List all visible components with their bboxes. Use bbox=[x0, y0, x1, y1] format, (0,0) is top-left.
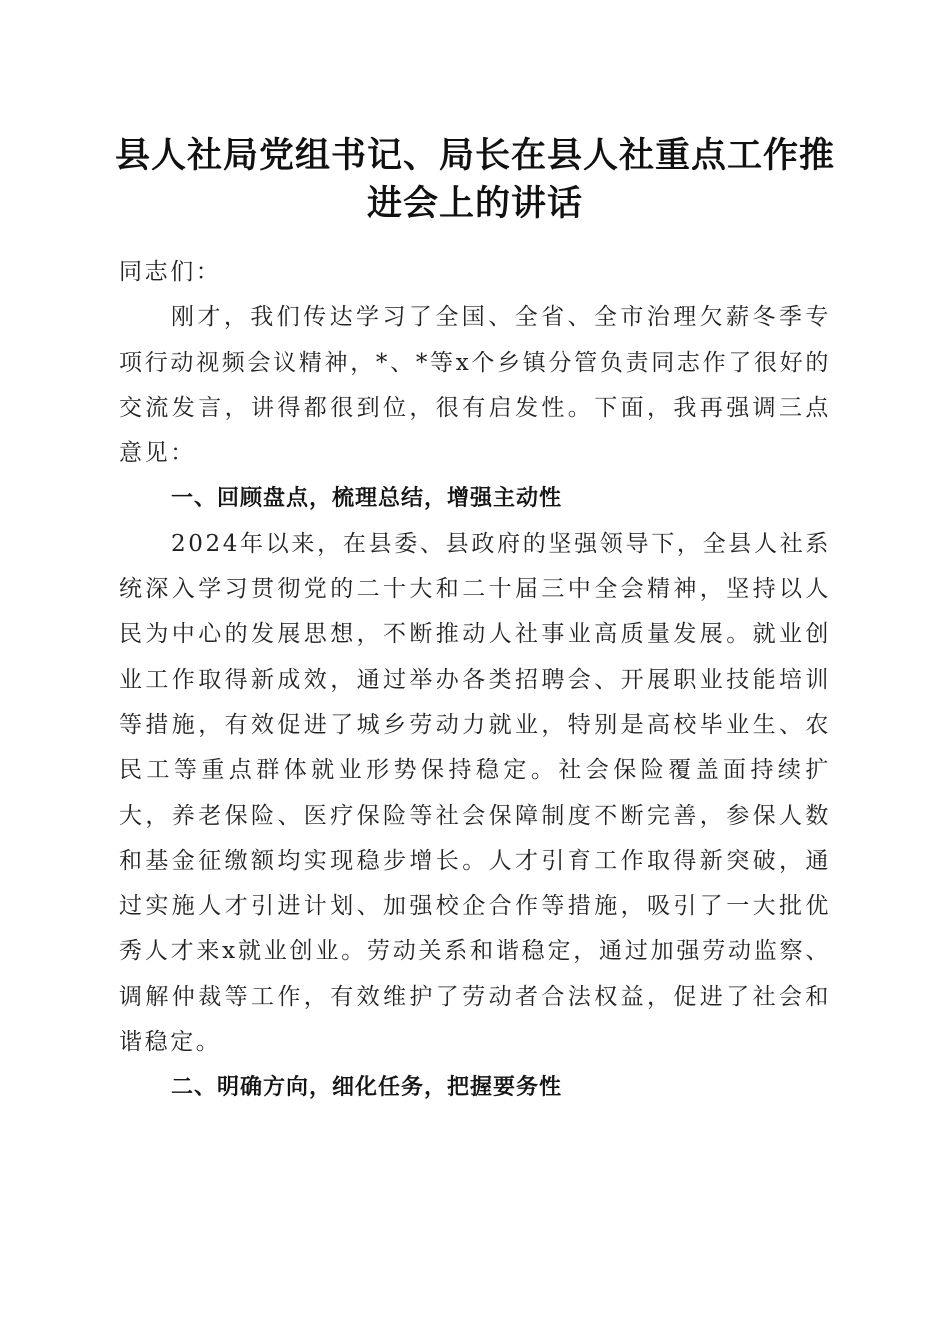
intro-paragraph: 刚才，我们传达学习了全国、全省、全市治理欠薪冬季专项行动视频会议精神，*、*等x个乡镇分管负责同志作了很好的交流发言，讲得都很到位，很有启发性。下面，我再强调三点意见： bbox=[119, 304, 831, 467]
section-1-paragraph: 2024年以来，在县委、县政府的坚强领导下，全县人社系统深入学习贯彻党的二十大和二十届三中全会精神，坚持以人民为中心的发展思想，不断推动人社事业高质量发展。就业创业工作取得新成效，通过举办各类招聘会、开展职业技能培训等措施，有效促进了城乡劳动力就业，特别是高校毕业生、农民工等重点群体就业形势保持稳定。社会保险覆盖面持续扩大，养老保险、医疗保险等社会保障制度不断完善，参保人数和基金征缴额均实现稳步增长。人才引育工作取得新突破，通过实施人才引进计划、加强校企合作等措施，吸引了一大批优秀人才来x就业创业。劳动关系和谐稳定，通过加强劳动监察、调解仲裁等工作，有效维护了劳动者合法权益，促进了社会和谐稳定。 bbox=[119, 530, 831, 1056]
section-1-heading: 一、回顾盘点，梳理总结，增强主动性 bbox=[171, 486, 563, 512]
salutation: 同志们： bbox=[119, 259, 222, 285]
document-body bbox=[119, 250, 831, 1111]
document-title: 县人社局党组书记、局长在县人社重点工作推进会上的讲话 bbox=[114, 135, 835, 224]
section-2-heading: 二、明确方向，细化任务，把握要务性 bbox=[171, 1075, 563, 1101]
